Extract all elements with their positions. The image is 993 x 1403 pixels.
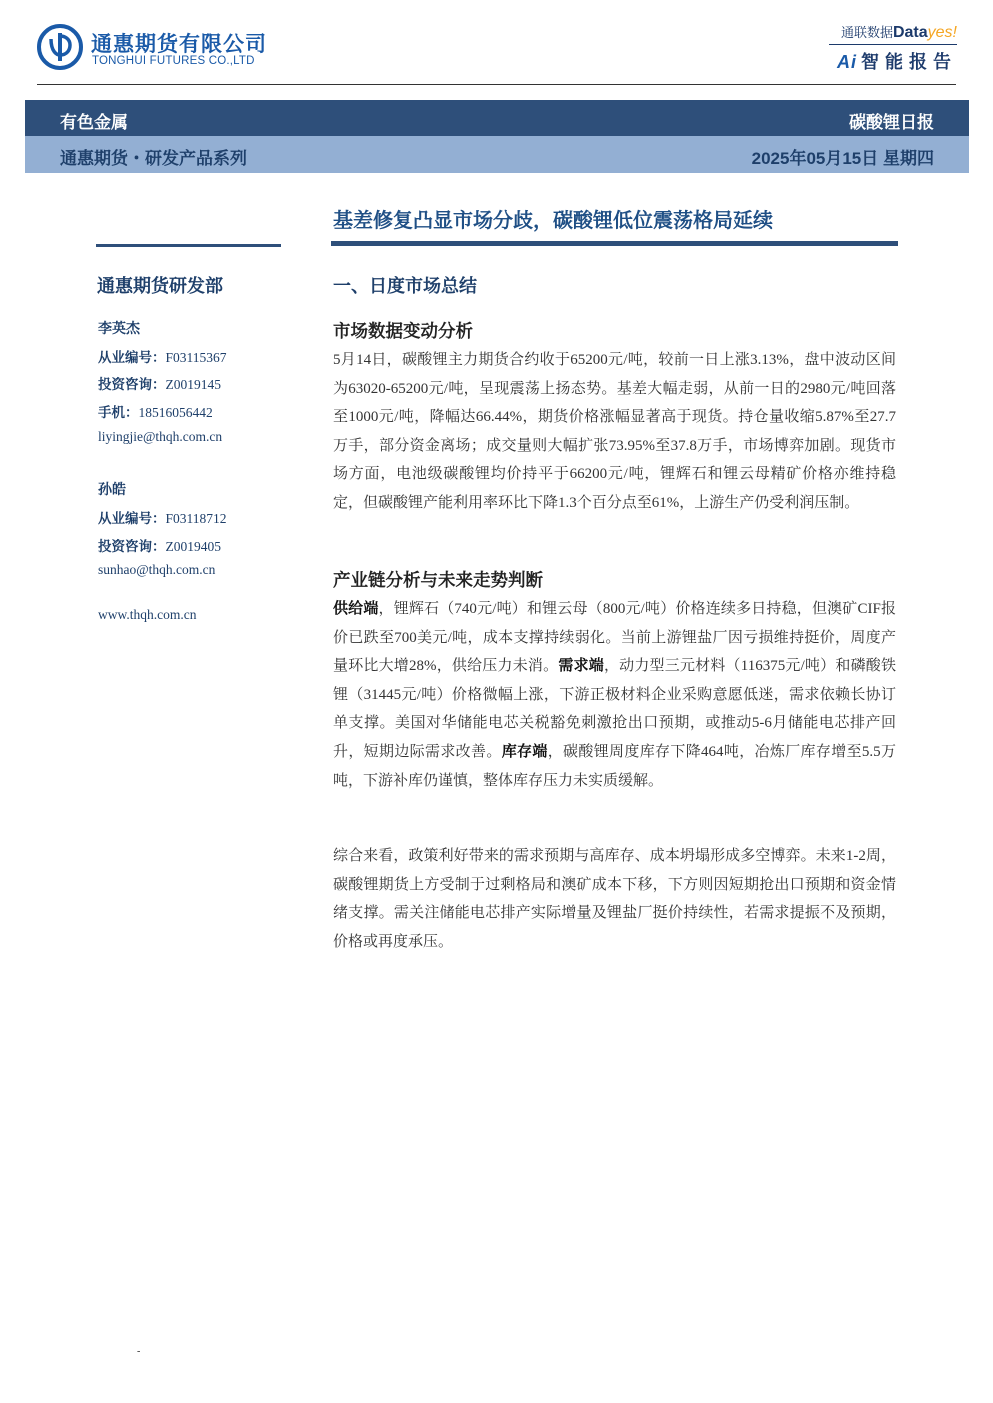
brand-logo <box>817 22 957 72</box>
analyst-license <box>98 346 227 366</box>
report-date: 2025年05月15日 星期四 <box>751 149 934 168</box>
analyst-phone <box>98 401 213 421</box>
sidebar-top-rule <box>96 244 281 247</box>
summary-paragraph: 综合来看，政策利好带来的需求预期与高库存、成本坍塌形成多空博弈。未来1-2周，碳酸锂期货上方受制于过剩格局和澳矿成本下移，下方则因短期抢出口预期和资金情绪支撑。需关注储能电芯排产实际增量及锂盐厂挺价持续性，若需求提振不及预期，价格或再度承压。 <box>333 848 896 950</box>
subsection-title: 产业链分析与未来走势判断 <box>333 570 543 590</box>
brand-data: Data <box>892 24 928 41</box>
brand-ai: Ai <box>837 52 857 72</box>
inventory-label: 库存端 <box>501 742 548 760</box>
license-label: 从业编号： <box>98 511 166 526</box>
advisor-value: Z0019405 <box>165 539 221 554</box>
supply-label: 供给端 <box>333 600 379 617</box>
phone-value: 18516056442 <box>138 405 213 420</box>
license-value: F03118712 <box>165 511 227 526</box>
series-banner <box>25 136 969 173</box>
section-title: 一、日度市场总结 <box>333 276 477 296</box>
inventory-text: ，碳酸锂周度库存下降464吨，冶炼厂库存增至5.5万吨，下游补库仍谨慎，整体库存压力未实质缓解。 <box>333 743 896 789</box>
brand-divider <box>829 44 957 45</box>
analyst-license <box>98 507 227 527</box>
analyst-email[interactable]: sunhao@thqh.com.cn <box>98 562 216 577</box>
report-type-label: 碳酸锂日报 <box>849 113 934 132</box>
phone-label: 手机： <box>98 405 139 420</box>
department-name: 通惠期货研发部 <box>97 276 223 296</box>
demand-label: 需求端 <box>558 657 604 675</box>
company-logo <box>37 22 277 74</box>
license-value: F03115367 <box>165 350 227 365</box>
analyst-email[interactable]: liyingjie@thqh.com.cn <box>98 429 223 444</box>
analyst-advisor <box>98 535 221 555</box>
brand-yes: yes! <box>927 24 957 41</box>
company-logo-icon <box>37 24 83 70</box>
supply-text: ，锂辉石（740元/吨）和锂云母（800元/吨）价格连续多日持稳，但澳矿CIF报价已跌至700美元/吨，成本支撑持续弱化。当前上游锂盐厂因亏损维持挺价，周度产量环比大增28%，供给压力未消。 <box>333 601 896 675</box>
industry-chain-paragraph <box>333 595 896 795</box>
analyst-name: 孙皓 <box>98 481 126 497</box>
header-divider <box>37 84 956 85</box>
license-label: 从业编号： <box>98 350 166 365</box>
category-banner <box>25 100 969 136</box>
title-underline <box>331 241 898 246</box>
category-label: 有色金属 <box>60 113 128 132</box>
footer-mark: - <box>137 1346 141 1357</box>
subsection-title: 市场数据变动分析 <box>333 321 473 341</box>
website-link[interactable]: www.thqh.com.cn <box>98 607 197 622</box>
demand-text: ，动力型三元材料（116375元/吨）和磷酸铁锂（31445元/吨）价格微幅上涨，下游正极材料企业采购意愿低迷，需求依赖长协订单支撑。美国对华储能电芯关税豁免刺激抢出口预期，或推动5-6月储能电芯排产回升，短期边际需求改善。 <box>333 658 896 760</box>
analyst-name: 李英杰 <box>98 320 140 336</box>
company-name-cn: 通惠期货有限公司 <box>91 33 267 56</box>
series-label: 通惠期货・研发产品系列 <box>60 149 247 168</box>
report-title: 基差修复凸显市场分歧，碳酸锂低位震荡格局延续 <box>333 210 773 232</box>
brand-bottom-line <box>837 48 957 74</box>
brand-prefix: 通联数据 <box>840 25 893 40</box>
advisor-label: 投资咨询： <box>98 377 166 392</box>
market-data-paragraph: 5月14日，碳酸锂主力期货合约收于65200元/吨，较前一日上涨3.13%，盘中波动区间为63020-65200元/吨，呈现震荡上扬态势。基差大幅走弱，从前一日的2980元/吨回落至1000元/吨，降幅达66.44%，期货价格涨幅显著高于现货。持仓量收缩5.87%至27.7万手，部分资金离场；成交量则大幅扩张73.95%至37.8万手，市场博弈加剧。现货市场方面，电池级碳酸锂均价持平于66200元/吨，锂辉石和锂云母精矿价格亦维持稳定，但碳酸锂产能利用率环比下降1.3个百分点至61%，上游生产仍受利润压制。 <box>333 352 896 511</box>
advisor-value: Z0019145 <box>165 377 221 392</box>
advisor-label: 投资咨询： <box>98 539 166 554</box>
company-name-en: TONGHUI FUTURES CO.,LTD <box>92 55 255 67</box>
brand-report: 智能报告 <box>861 52 957 72</box>
brand-top-line <box>841 22 957 42</box>
analyst-advisor <box>98 373 221 393</box>
